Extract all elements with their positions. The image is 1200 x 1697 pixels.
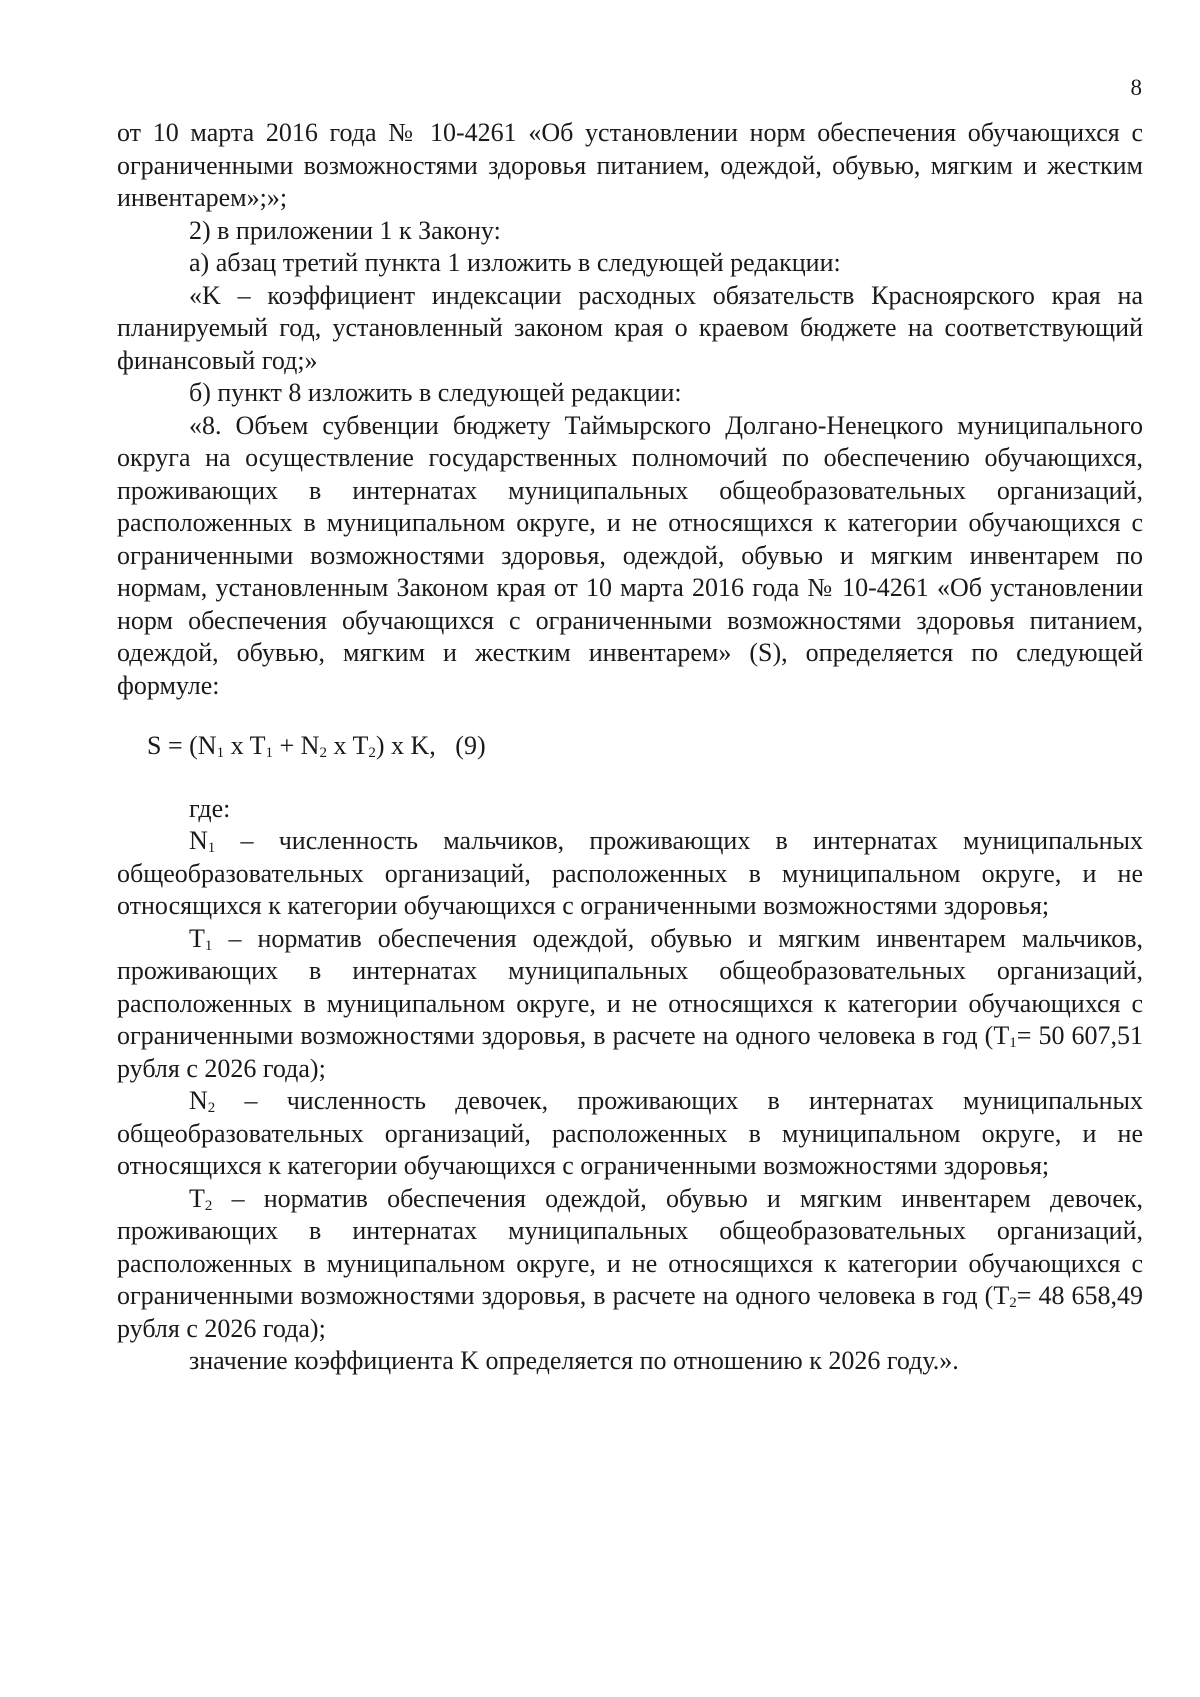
paragraph-t1-definition	[117, 923, 1143, 1086]
page-number: 8	[1130, 75, 1142, 100]
paragraph-k-definition: «K – коэффициент индексации расходных обязательств Красноярского края на планируемый год, установленный законом края о краевом бюджете на соответствующий финансовый год;»	[117, 280, 1143, 375]
formula-sub: 1	[265, 745, 273, 761]
symbol-t: T	[189, 1183, 205, 1213]
definition-text: – численность мальчиков, проживающих в интернатах муниципальных общеобразовательных организаций, расположенных в муниципальном округе, и не относящихся к категории обучающихся с ограниченными возможностями здоровья;	[117, 826, 1143, 920]
formula-number: (9)	[455, 731, 486, 760]
formula-part: x T	[326, 731, 369, 760]
formula-part: S = (N	[147, 731, 217, 760]
definition-text: – норматив обеспечения одеждой, обувью и мягким инвентарем девочек, проживающих в интернатах муниципальных общеобразовательных организаций, расположенных в муниципальном округе, и не относящихся к категории обучающихся с ограниченными возможностями здоровья, в расчете на одного человека в год (	[117, 1183, 1143, 1310]
paragraph-n1-definition	[117, 825, 1143, 923]
symbol-sub: 2	[207, 1100, 216, 1116]
symbol-n: N	[189, 826, 208, 855]
formula-part: ) x K,	[375, 731, 436, 760]
formula-sub: 1	[216, 745, 225, 761]
paragraph-where: где:	[189, 793, 231, 823]
symbol-sub: 2	[204, 1197, 213, 1214]
paragraph-k-value-note: значение коэффициента K определяется по отношению к 2026 году.».	[189, 1346, 959, 1375]
paragraph-appendix-amendment: 2) в приложении 1 к Закону:	[189, 215, 501, 245]
symbol-sub: 1	[207, 840, 216, 856]
symbol-n: N	[189, 1086, 208, 1115]
paragraph-t2-definition	[117, 1183, 1143, 1346]
t2-value: = 48 658,49 рубля с 2026 года);	[117, 1281, 1143, 1343]
paragraph-subvention-volume: «8. Объем субвенции бюджету Таймырского Долгано-Ненецкого муниципального округа на осуществление государственных полномочий по обеспечению обучающихся, проживающих в интернатах муниципальных общеобразовательных организаций, расположенных в муниципальном округе, и не относящихся к категории обучающихся с ограниченными возможностями здоровья, одеждой, обувью и мягким инвентарем по нормам, установленным Законом края от 10 марта 2016 года № 10-4261 «Об установлении норм обеспечения обучающихся с ограниченными возможностями здоровья питанием, одеждой, обувью, мягким и жестким инвентарем» (S), определяется по следующей формуле:	[117, 410, 1143, 700]
symbol-sub: 1	[1009, 1035, 1017, 1051]
symbol-t: T	[993, 1281, 1010, 1310]
formula-sub: 2	[319, 745, 327, 761]
formula-part: + N	[272, 731, 320, 760]
symbol-sub: 1	[204, 937, 213, 954]
definition-text: – норматив обеспечения одеждой, обувью и мягким инвентарем мальчиков, проживающих в интернатах муниципальных общеобразовательных организаций, расположенных в муниципальном округе, и не относящихся к категории обучающихся с ограниченными возможностями здоровья, в расчете на одного человека в год (	[117, 923, 1143, 1050]
document-body	[117, 117, 1143, 1378]
symbol-t: T	[189, 923, 205, 953]
t1-value: = 50 607,51 рубля с 2026 года);	[117, 1021, 1143, 1083]
paragraph-item-a: а) абзац третий пункта 1 изложить в следующей редакции:	[189, 248, 841, 277]
paragraph-law-reference: от 10 марта 2016 года № 10-4261 «Об установлении норм обеспечения обучающихся с ограниченными возможностями здоровья питанием, одеждой, обувью, мягким и жестким инвентарем»;»;	[117, 118, 1143, 212]
formula-part: x T	[224, 731, 266, 760]
symbol-sub: 2	[1009, 1295, 1017, 1311]
formula-9	[117, 730, 1143, 763]
paragraph-n2-definition	[117, 1085, 1143, 1183]
formula-sub: 2	[368, 745, 376, 761]
definition-text: – численность девочек, проживающих в интернатах муниципальных общеобразовательных организаций, расположенных в муниципальном округе, и не относящихся к категории обучающихся с ограниченными возможностями здоровья;	[117, 1086, 1143, 1180]
paragraph-item-b: б) пункт 8 изложить в следующей редакции:	[189, 378, 682, 407]
symbol-t: T	[993, 1021, 1010, 1050]
